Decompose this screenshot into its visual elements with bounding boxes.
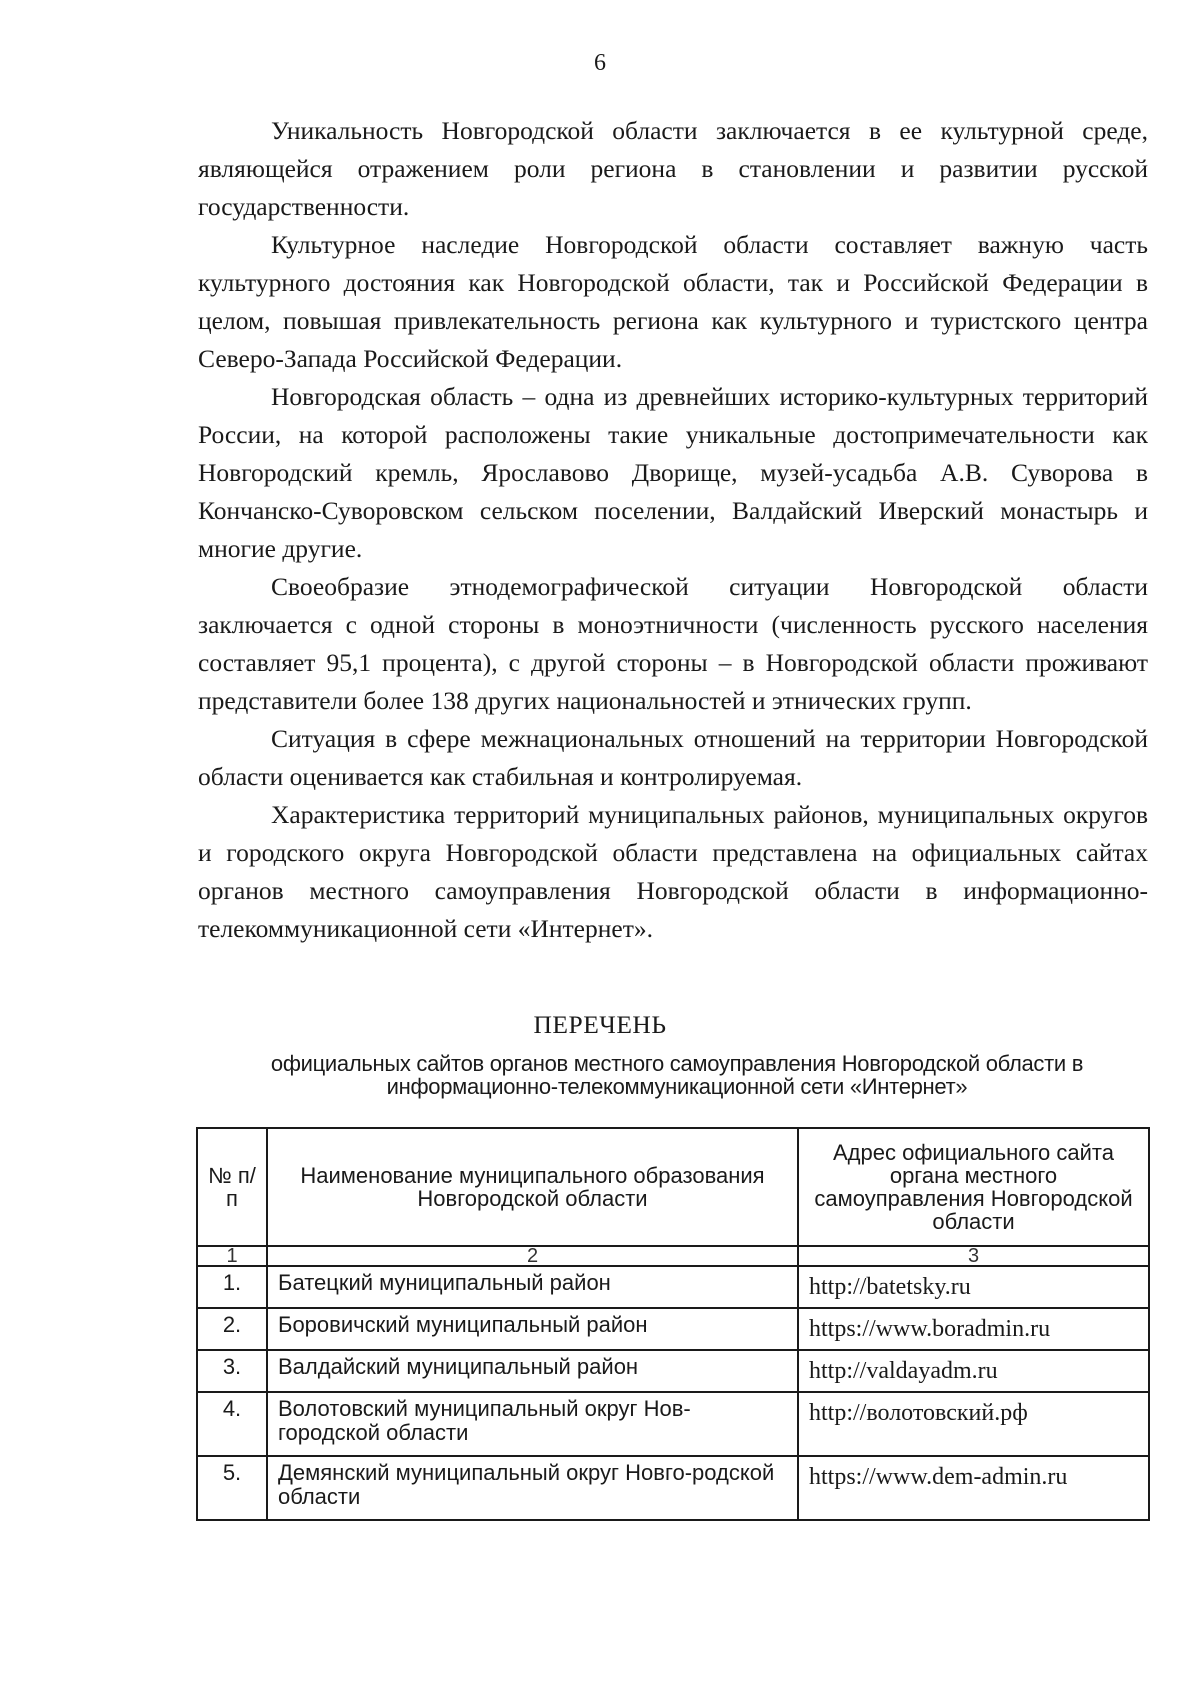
paragraph: Культурное наследие Новгородской области составляет важную часть культурного достояния как Новгородской области, так и Российской Федерации в целом, повышая привлекательность региона как культурного и туристского центра Северо-Запада Российской Федерации. <box>198 230 1148 373</box>
table-row <box>197 1266 1149 1308</box>
table-row <box>197 1392 1149 1456</box>
website-link[interactable]: http://волотовский.рф <box>798 1392 1149 1456</box>
paragraph: Характеристика территорий муниципальных районов, муниципальных округов и городского округа Новгородской области представлена на официальных сайтах органов местного самоуправления Новгородской области в информационно-телекоммуникационной сети «Интернет». <box>198 800 1148 943</box>
table-row <box>197 1456 1149 1520</box>
municipality-name: Демянский муниципальный округ Новго-родской области <box>267 1456 798 1520</box>
column-index-row <box>197 1246 1149 1266</box>
website-link[interactable]: http://batetsky.ru <box>798 1266 1149 1308</box>
website-link[interactable]: https://www.boradmin.ru <box>798 1308 1149 1350</box>
row-number: 2. <box>197 1308 267 1350</box>
table-header-row <box>197 1128 1149 1246</box>
paragraph: Уникальность Новгородской области заключается в ее культурной среде, являющейся отражением роли региона в становлении и развитии русской государственности. <box>198 116 1148 221</box>
municipality-name: Батецкий муниципальный район <box>267 1266 798 1308</box>
website-link[interactable]: http://valdayadm.ru <box>798 1350 1149 1392</box>
page-number: 6 <box>594 50 606 76</box>
websites-table <box>196 1127 1150 1521</box>
header-municipality-name: Наименование муниципального образования Новгородской области <box>267 1128 798 1246</box>
column-index: 3 <box>798 1246 1149 1266</box>
document-body <box>198 112 1148 948</box>
table-row <box>197 1308 1149 1350</box>
website-link[interactable]: https://www.dem-admin.ru <box>798 1456 1149 1520</box>
row-number: 4. <box>197 1392 267 1456</box>
municipality-name: Волотовский муниципальный округ Нов-городской области <box>267 1392 798 1456</box>
column-index: 1 <box>197 1246 267 1266</box>
paragraph: Ситуация в сфере межнациональных отношений на территории Новгородской области оценивается как стабильная и контролируемая. <box>198 724 1148 791</box>
list-subtitle: официальных сайтов органов местного самоуправления Новгородской области в информационно-телекоммуникационной сети «Интернет» <box>270 1051 1084 1099</box>
municipality-name: Валдайский муниципальный район <box>267 1350 798 1392</box>
list-title: ПЕРЕЧЕНЬ <box>533 1010 667 1039</box>
municipality-name: Боровичский муниципальный район <box>267 1308 798 1350</box>
row-number: 1. <box>197 1266 267 1308</box>
row-number: 3. <box>197 1350 267 1392</box>
row-number: 5. <box>197 1456 267 1520</box>
paragraph: Своеобразие этнодемографической ситуации Новгородской области заключается с одной стороны в моноэтничности (численность русского населения составляет 95,1 процента), с другой стороны – в Новгородской области проживают представители более 138 других национальностей и этнических групп. <box>198 572 1148 715</box>
paragraph: Новгородская область – одна из древнейших историко-культурных территорий России, на которой расположены такие уникальные достопримечательности как Новгородский кремль, Ярославово Дворище, музей-усадьба А.В. Суворова в Кончанско-Суворовском сельском поселении, Валдайский Иверский монастырь и многие другие. <box>198 382 1148 563</box>
header-number: № п/п <box>197 1128 267 1246</box>
column-index: 2 <box>267 1246 798 1266</box>
table-row <box>197 1350 1149 1392</box>
header-website-address: Адрес официального сайта органа местного самоуправления Новгородской области <box>798 1128 1149 1246</box>
